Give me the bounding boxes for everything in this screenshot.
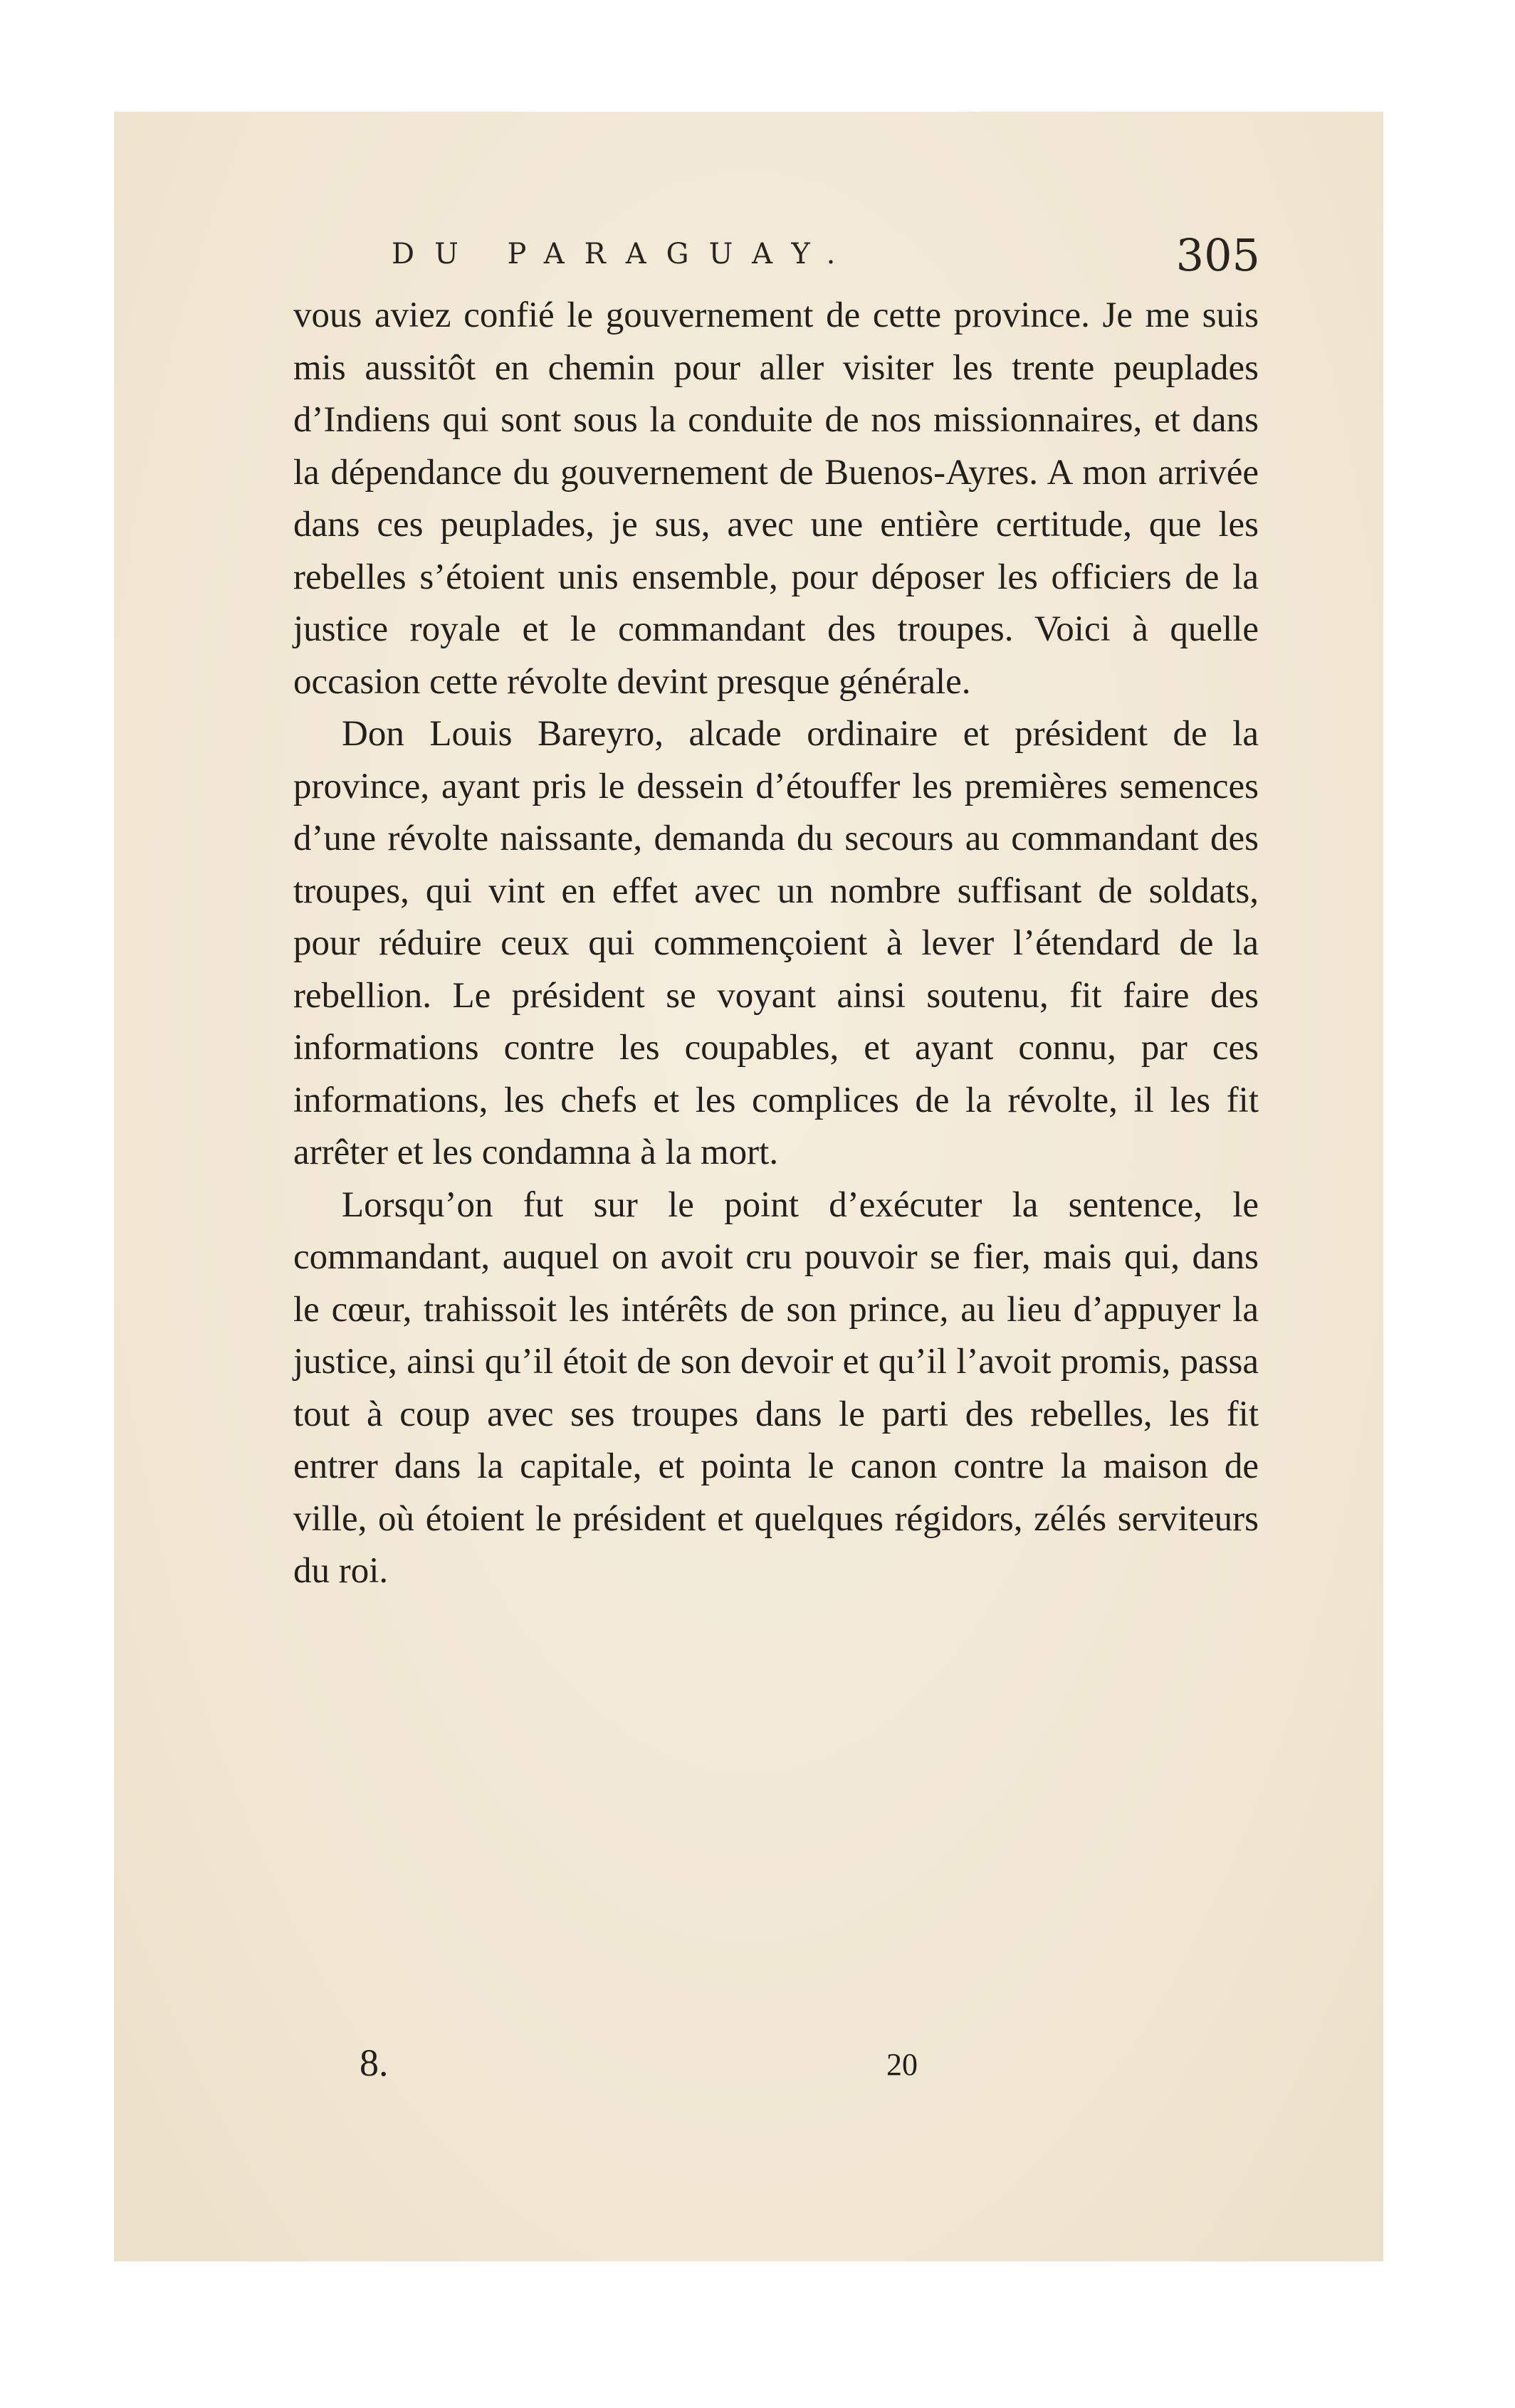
- page-footer: [360, 2041, 1143, 2091]
- page-header: [392, 229, 1260, 286]
- paragraph-3: Lorsqu’on fut sur le point d’exécuter la sentence, le commandant, auquel on avoit cru pouvoir se fier, mais qui, dans le cœur, trahissoit les intérêts de son prince, au lieu d’appuyer la justice, ainsi qu’il étoit de son devoir et qu’il l’avoit promis, passa tout à coup avec ses troupes dans le parti des rebelles, les fit entrer dans la capitale, et pointa le canon contre la maison de ville, où étoient le président et quelques régidors, zélés serviteurs du roi.: [293, 1184, 1259, 1591]
- signature-mark: 8.: [360, 2041, 389, 2084]
- book-page: [114, 112, 1383, 2261]
- paragraph-2: Don Louis Bareyro, alcade ordinaire et président de la province, ayant pris le dessein d’étouffer les premières semences d’une révolte naissante, demanda du secours au commandant des troupes, qui vint en effet avec un nombre suffisant de soldats, pour réduire ceux qui commençoient à lever l’étendard de la rebellion. Le président se voyant ainsi soutenu, fit faire des informations contre les coupables, et ayant connu, par ces informations, les chefs et les complices de la révolte, il les fit arrêter et les condamna à la mort.: [293, 714, 1259, 1172]
- paragraph-1: vous aviez confié le gouvernement de cette province. Je me suis mis aussitôt en chemin pour aller visiter les trente peuplades d’Indiens qui sont sous la conduite de nos missionnaires, et dans la dépendance du gouvernement de Buenos-Ayres. A mon arrivée dans ces peuplades, je sus, avec une entière certitude, que les rebelles s’étoient unis ensemble, pour déposer les officiers de la justice royale et le commandant des troupes. Voici à quelle occasion cette révolte devint presque générale.: [293, 295, 1259, 702]
- sheet-number: 20: [886, 2047, 918, 2082]
- page-number: 305: [1175, 229, 1260, 281]
- running-title: DU PARAGUAY.: [392, 238, 856, 270]
- page-body: [293, 290, 1259, 1598]
